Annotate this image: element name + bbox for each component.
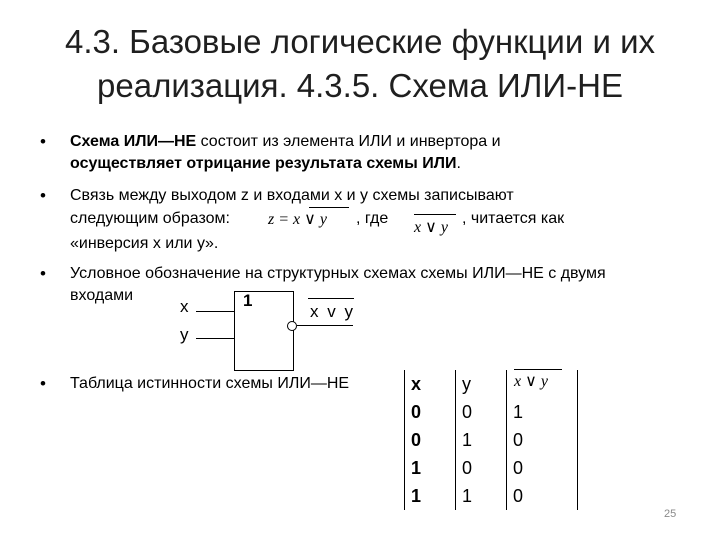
table-header-cell: x [405, 370, 456, 398]
bold-term: Схема ИЛИ—НЕ [70, 133, 197, 150]
bullet-1-line-1 [70, 131, 501, 153]
table-header-row [405, 370, 578, 398]
table-cell: 1 [507, 398, 578, 426]
table-cell: 0 [507, 454, 578, 482]
slide-title: 4.3. Базовые логические функции и их реализация. 4.3.5. Схема ИЛИ-НЕ [64, 23, 656, 104]
table-row [405, 454, 578, 482]
bullet-marker: • [40, 132, 46, 151]
gate-input-x-line [196, 311, 234, 312]
table-cell: 1 [456, 426, 507, 454]
formula-overline [514, 369, 562, 370]
formula-expr: x ∨ y [414, 219, 448, 236]
bold-term: осуществляет отрицание результата схемы ИЛИ [70, 155, 457, 172]
gate-output-overline [308, 298, 354, 299]
bullet-2-line-1: Связь между выходом z и входами x и y схемы записывают [70, 187, 514, 204]
table-header-cell: y [456, 370, 507, 398]
bullet-marker: • [40, 186, 46, 205]
bullet-2-line-2b: , где [356, 210, 389, 227]
bullet-3-line-2: входами [70, 287, 134, 304]
bullet-4-line-1: Таблица истинности схемы ИЛИ—НЕ [70, 375, 350, 392]
bullet-1-line-2 [70, 153, 461, 175]
table-row [405, 482, 578, 510]
bullet-text: . [456, 155, 461, 172]
formula-z: z = x ∨ y [268, 211, 327, 228]
page-number: 25 [664, 508, 677, 520]
table-cell: 1 [405, 454, 456, 482]
truth-table [404, 370, 578, 510]
inversion-bubble [287, 321, 297, 331]
table-cell: 1 [456, 482, 507, 510]
bullet-2-line-2a: следующим образом: [70, 210, 230, 227]
gate-input-y-line [196, 338, 234, 339]
formula-overline [309, 207, 349, 208]
bullet-3-line-1: Условное обозначение на структурных схемах схемы ИЛИ—НЕ с двумя [70, 265, 606, 282]
gate-output-label: x v y [310, 302, 355, 321]
formula-overline [414, 214, 456, 215]
bullet-text: состоит из элемента ИЛИ и инвертора и [196, 133, 501, 150]
bullet-2-line-2c: , читается как [462, 210, 565, 227]
table-header-formula: x ∨ y [514, 373, 548, 390]
table-cell: 0 [405, 426, 456, 454]
bullet-marker: • [40, 374, 46, 393]
table-cell: 0 [507, 482, 578, 510]
table-cell: 0 [507, 426, 578, 454]
table-cell: 1 [405, 482, 456, 510]
gate-output-line [297, 325, 353, 326]
table-row [405, 426, 578, 454]
gate-input-y-label: y [180, 325, 189, 344]
gate-symbol: 1 [243, 291, 253, 310]
table-cell: 0 [405, 398, 456, 426]
table-cell: 0 [456, 454, 507, 482]
bullet-2-line-3: «инверсия x или y». [70, 235, 219, 252]
bullet-marker: • [40, 264, 46, 283]
table-cell: 0 [456, 398, 507, 426]
gate-input-x-label: x [180, 297, 189, 316]
table-row [405, 398, 578, 426]
